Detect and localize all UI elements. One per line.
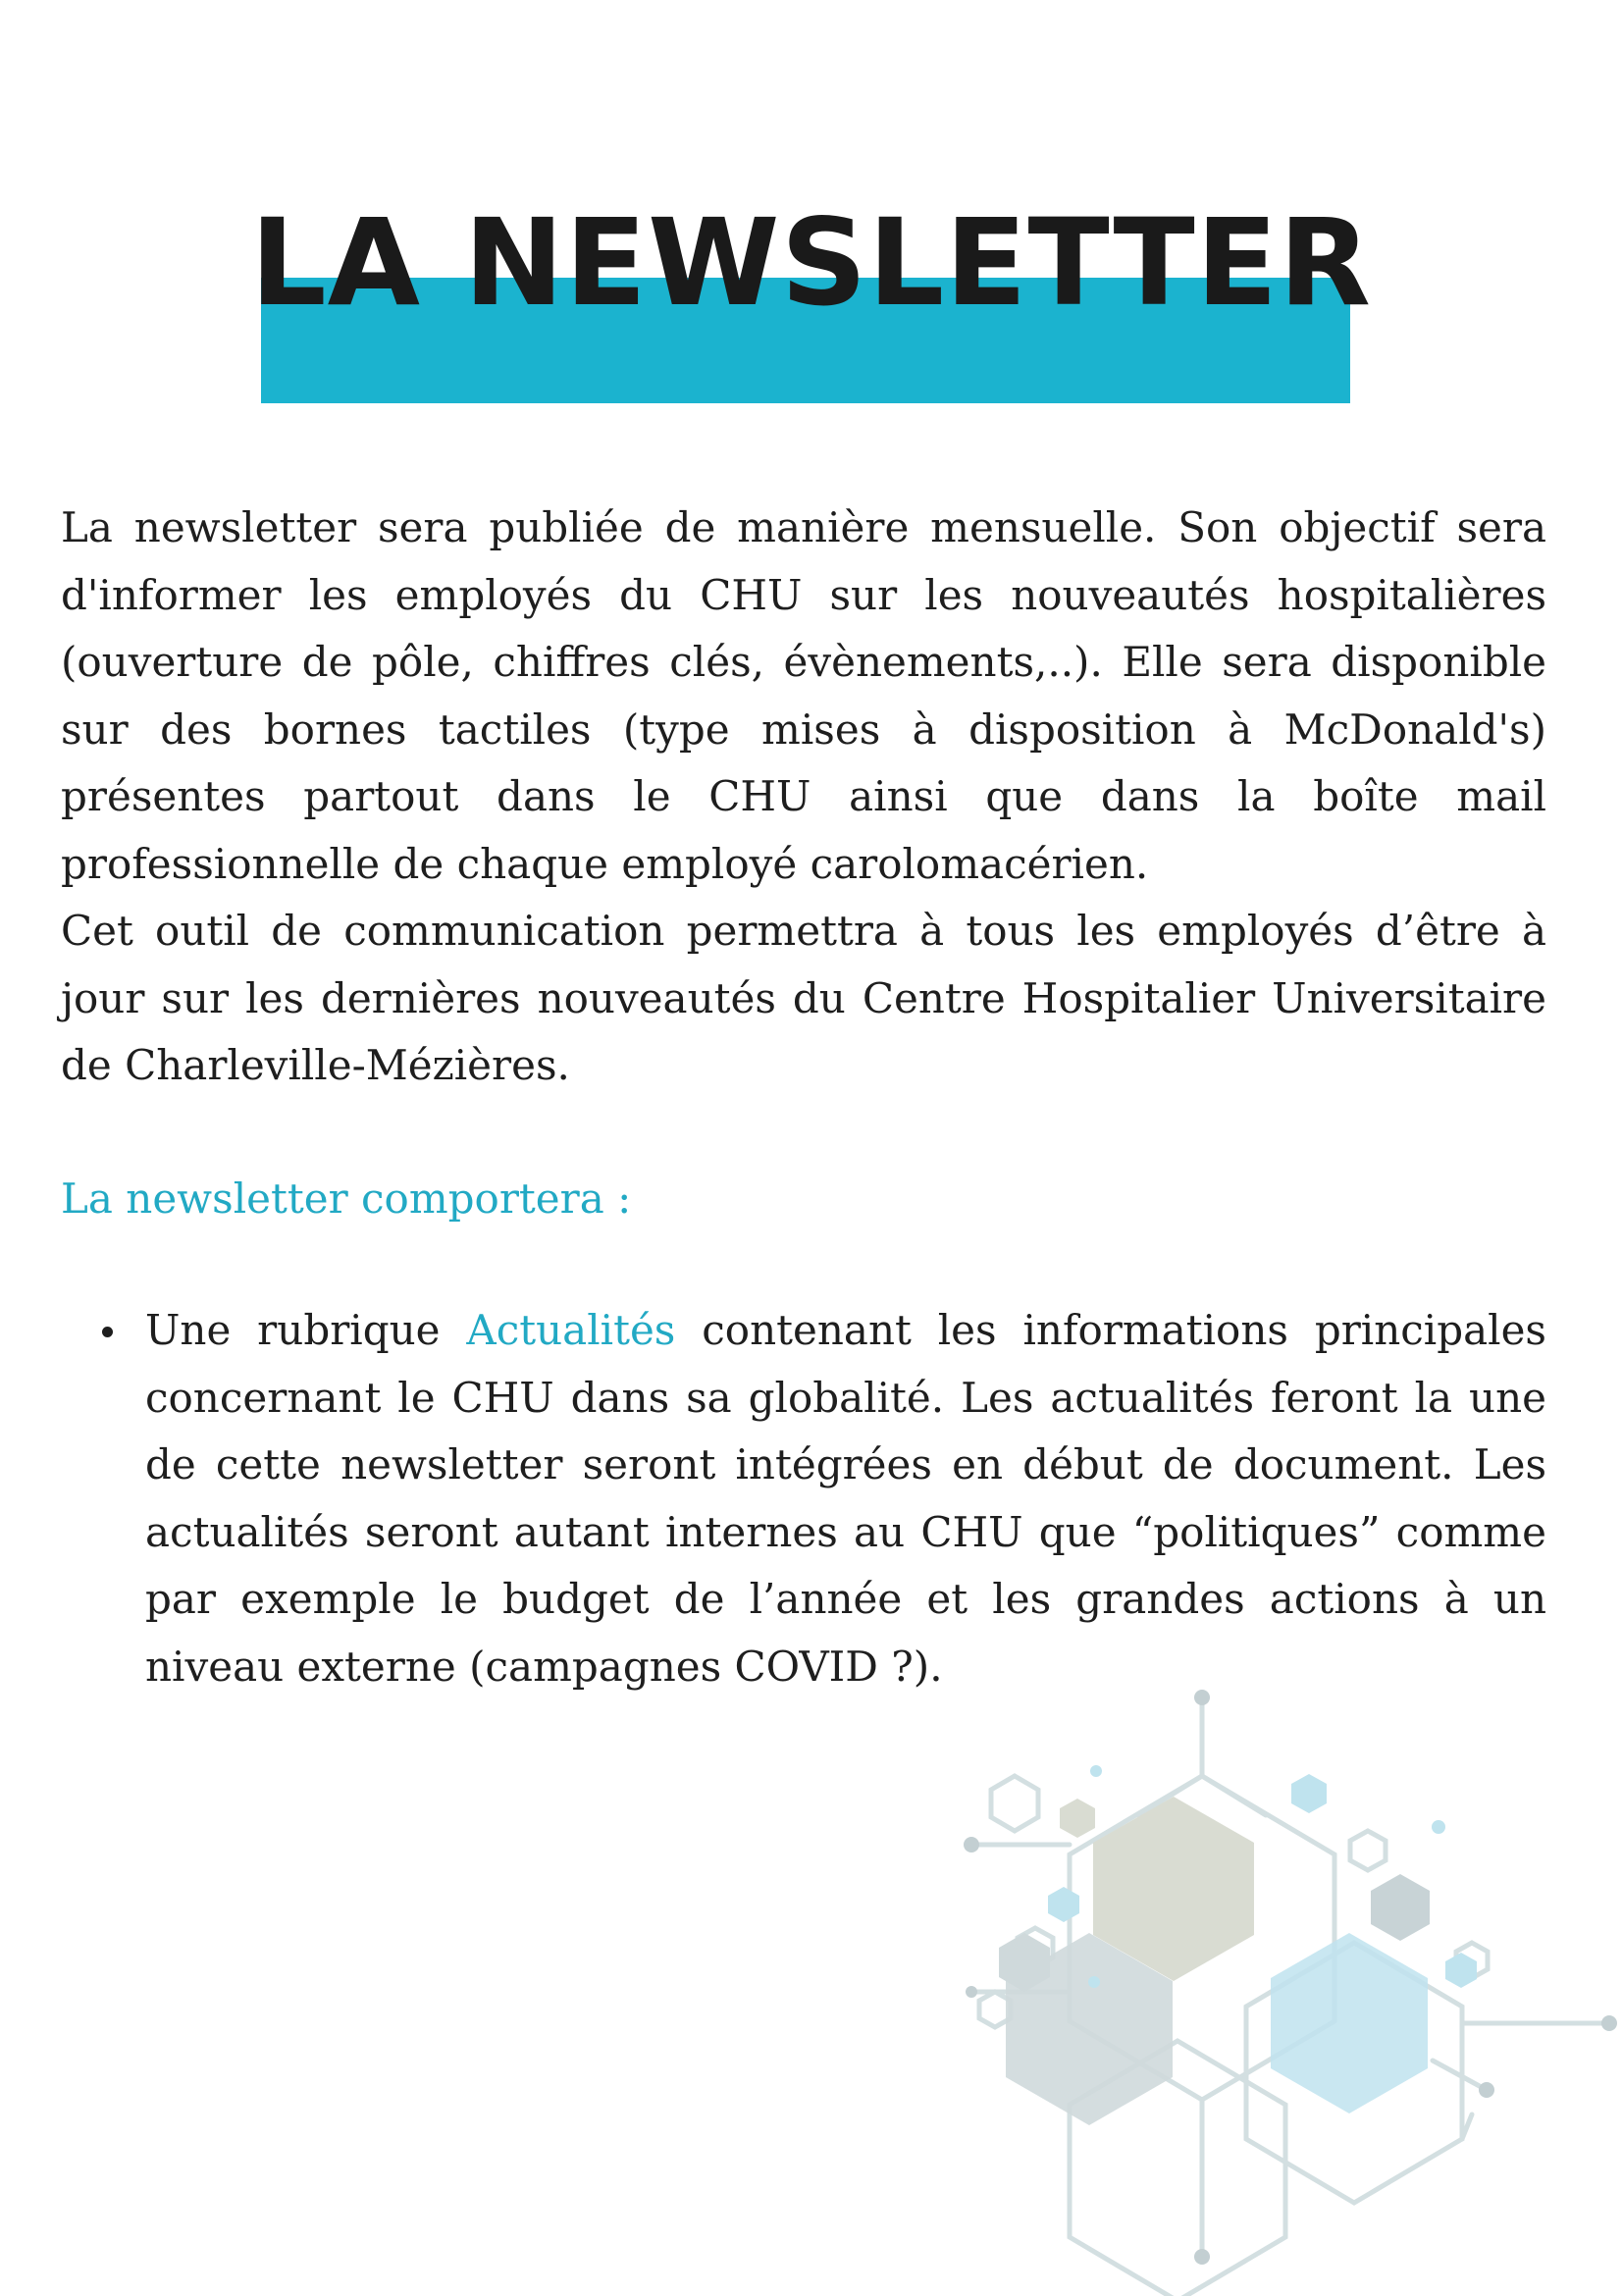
list-item-text: contenant les informations principales concernant le CHU dans sa globalité. Les actualités feront la une de cette newsletter seront intégrées en début de document. Les actualités seront autant internes au CHU que “politiques” comme par exemple le budget de l’année et les grandes actions à un niveau externe (campagnes COVID ?). [145, 1306, 1546, 1691]
hexagon-molecule-icon [942, 1668, 1622, 2296]
feature-list [61, 1297, 1546, 1700]
intro-paragraph-2: Cet outil de communication permettra à tous les employés d’être à jour sur les dernières nouveautés du Centre Hospitalier Universitaire de Charleville-Mézières. [61, 907, 1546, 1089]
intro-text [61, 495, 1546, 1100]
section-subheading: La newsletter comportera : [61, 1174, 632, 1223]
list-item [61, 1297, 1546, 1700]
list-item-highlight: Actualités [466, 1306, 676, 1354]
bullet-icon [102, 1327, 113, 1337]
intro-paragraph-1: La newsletter sera publiée de manière mensuelle. Son objectif sera d'informer les employés du CHU sur les nouveautés hospitalières (ouverture de pôle, chiffres clés, évènements,..). Elle sera disponible sur des bornes tactiles (type mises à disposition à McDonald's) présentes partout dans le CHU ainsi que dans la boîte mail professionnelle de chaque employé carolomacérien. [61, 503, 1546, 888]
list-item-prefix: Une rubrique [145, 1306, 467, 1354]
page-title: LA NEWSLETTER [249, 193, 1373, 333]
